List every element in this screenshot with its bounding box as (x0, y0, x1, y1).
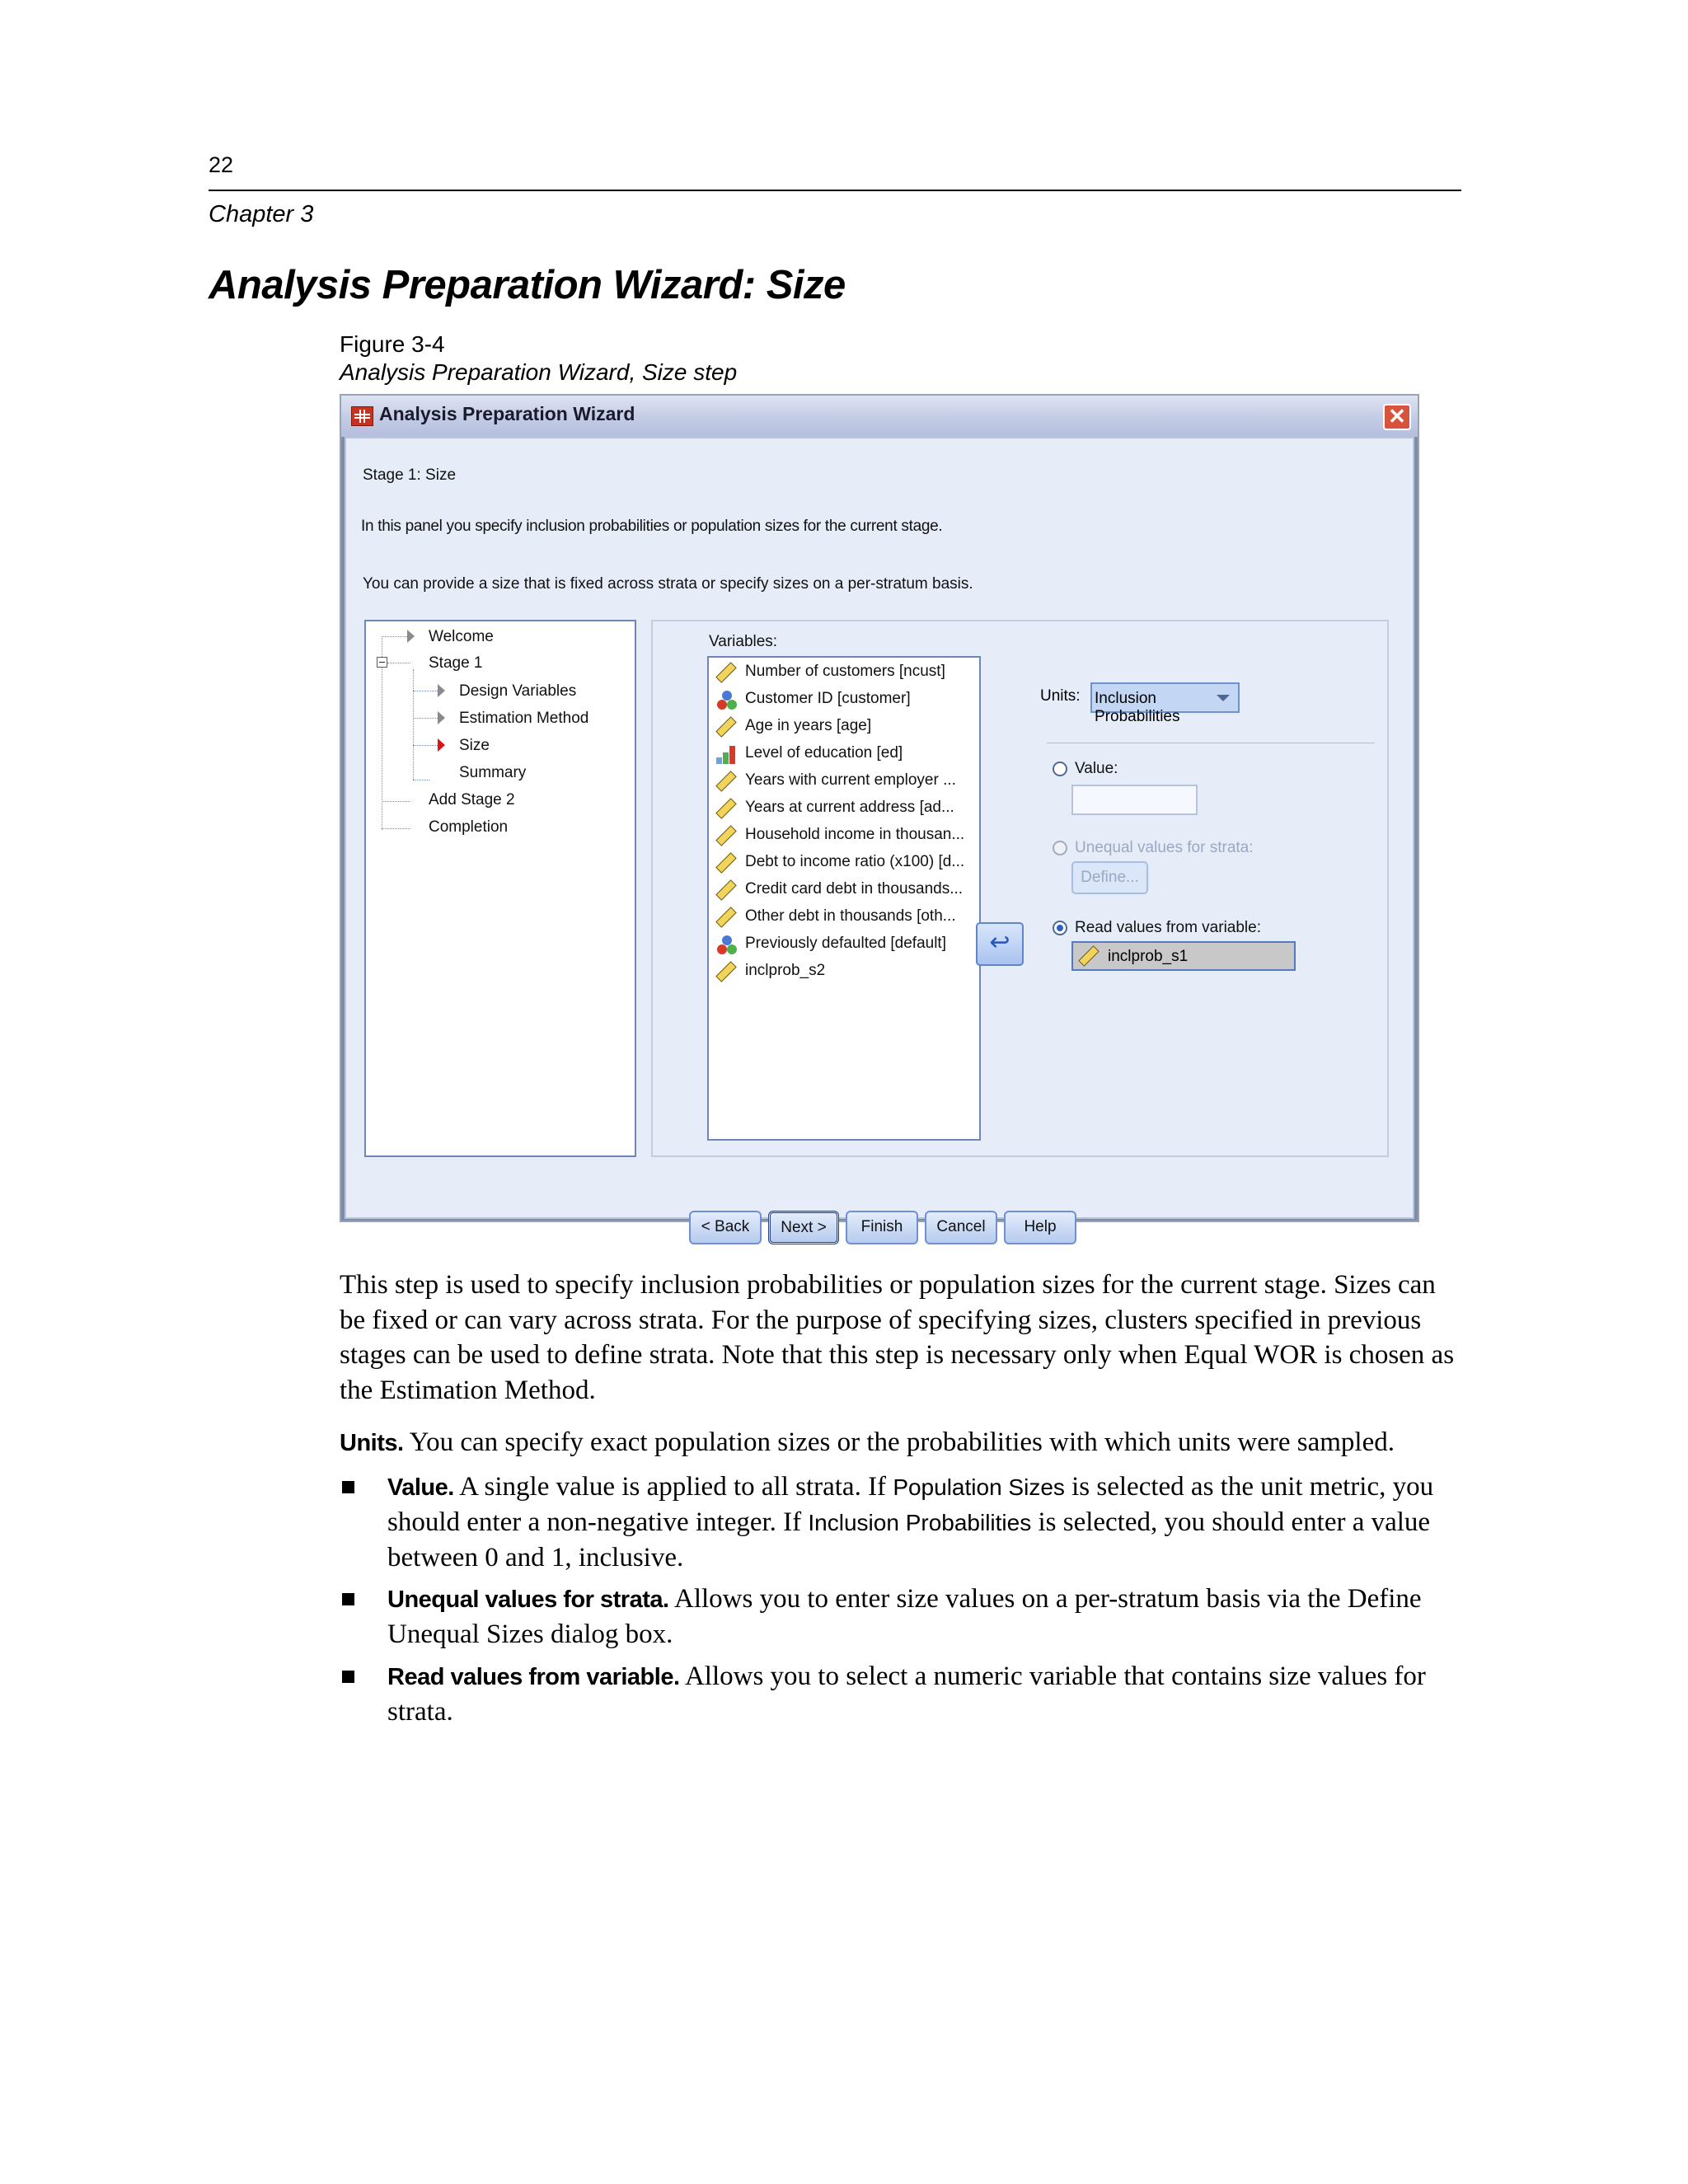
size-variable-field[interactable] (1071, 941, 1296, 971)
variables-list[interactable]: Number of customers [ncust] Customer ID [customer] Age in years [age] Level of education [ed] Years with current employer ... Years at current address [ad... Household income in thousan... Debt to income ratio (x100) [d... Credit card debt in thousands... Other debt in thousands [oth... Previously defaulted [default] inclprob_s2 (707, 656, 981, 1141)
bullet-square-icon (342, 1593, 354, 1605)
value-radio[interactable] (1053, 762, 1067, 776)
unequal-values-radio[interactable] (1053, 841, 1067, 855)
figure-number: Figure 3-4 (340, 331, 445, 357)
tree-item-design-variables[interactable]: Design Variables (459, 682, 577, 700)
close-button[interactable] (1383, 404, 1411, 430)
chapter-label: Chapter 3 (209, 201, 314, 227)
page-title: Analysis Preparation Wizard: Size (209, 263, 846, 307)
nominal-balls-icon (715, 689, 738, 711)
value-input[interactable] (1071, 785, 1198, 815)
units-paragraph (340, 1425, 1461, 1461)
wizard-dialog (340, 394, 1419, 1236)
table-app-icon (351, 406, 373, 426)
tree-item-welcome[interactable]: Welcome (429, 628, 494, 645)
scale-ruler-icon (715, 852, 738, 874)
bullet-square-icon (342, 1481, 354, 1493)
bullet-term: Read values from variable. (387, 1664, 680, 1690)
units-text: You can specify exact population sizes or the probabilities with which units were sampled. (409, 1427, 1395, 1457)
read-values-radio[interactable] (1053, 921, 1067, 935)
size-variable-value: inclprob_s1 (1108, 948, 1189, 965)
next-button[interactable]: Next > (768, 1211, 839, 1244)
header-rule (209, 190, 1461, 191)
nominal-balls-icon (715, 934, 738, 956)
dialog-title: Analysis Preparation Wizard (379, 403, 635, 424)
intro-paragraph: This step is used to specify inclusion probabilities or population sizes for the current stage. Sizes can be fixed or can vary across strata. For the purpose of specifying sizes, clusters specified in previous stages can be used to define strata. Note that this step is necessary only when Equal WOR is chosen as the Estimation Method. (340, 1270, 1455, 1405)
scale-ruler-icon (715, 907, 738, 929)
scale-ruler-icon (715, 662, 738, 684)
figure-caption: Analysis Preparation Wizard, Size step (340, 359, 738, 385)
collapse-icon[interactable] (377, 657, 387, 668)
tree-item-estimation-method[interactable]: Estimation Method (459, 710, 589, 727)
bullet-term: Unequal values for strata. (387, 1586, 669, 1613)
move-variable-button[interactable] (976, 922, 1024, 966)
cancel-button[interactable]: Cancel (925, 1211, 997, 1244)
bullet-term: Value. (387, 1474, 454, 1501)
scale-ruler-icon (1078, 945, 1100, 968)
intro-line-2: You can provide a size that is fixed across strata or specify sizes on a per-stratum basis. (363, 575, 973, 593)
bullet-square-icon (342, 1671, 354, 1683)
read-values-label: Read values from variable: (1075, 919, 1261, 936)
bullet-read: Read values from variable. Allows you to select a numeric variable that contains size values for strata. (387, 1659, 1467, 1729)
tree-item-stage-1[interactable]: Stage 1 (429, 654, 483, 672)
scale-ruler-icon (715, 798, 738, 820)
scale-ruler-icon (715, 716, 738, 738)
dialog-body (345, 437, 1414, 1236)
scale-ruler-icon (715, 879, 738, 902)
units-selected-value: Inclusion Probabilities (1095, 690, 1180, 725)
stage-heading: Stage 1: Size (363, 466, 457, 484)
tree-item-summary[interactable]: Summary (459, 764, 527, 781)
back-button[interactable]: < Back (689, 1211, 762, 1244)
tree-item-completion[interactable]: Completion (429, 818, 509, 836)
ordinal-bars-icon (715, 743, 738, 766)
variables-label: Variables: (709, 633, 778, 650)
scale-ruler-icon (715, 771, 738, 793)
close-icon: ✕ (1388, 404, 1406, 429)
units-dropdown[interactable] (1090, 682, 1240, 725)
value-label: Value: (1075, 760, 1118, 777)
help-button[interactable]: Help (1004, 1211, 1076, 1244)
tree-item-add-stage-2[interactable]: Add Stage 2 (429, 791, 515, 808)
wizard-step-tree (364, 620, 636, 1157)
scale-ruler-icon (715, 825, 738, 847)
expand-arrow-icon (438, 684, 445, 697)
define-button[interactable]: Define... (1071, 861, 1148, 894)
move-arrow-icon: ↩ (989, 929, 1010, 956)
units-label: Units: (1040, 687, 1081, 705)
unequal-values-label: Unequal values for strata: (1075, 839, 1254, 856)
page-number: 22 (209, 152, 234, 177)
tree-item-size[interactable]: Size (459, 737, 490, 754)
units-term: Units. (340, 1430, 404, 1456)
chevron-down-icon (1217, 695, 1230, 701)
current-step-arrow-icon (438, 738, 445, 752)
expand-arrow-icon (407, 630, 415, 643)
scale-ruler-icon (715, 961, 738, 983)
bullet-value: Value. A single value is applied to all strata. If Population Sizes is selected as the unit metric, you should enter a non-negative integer. If Inclusion Probabilities is selected, you should enter a value between 0 and 1, inclusive. (387, 1469, 1467, 1575)
title-bar (341, 396, 1418, 437)
bullet-unequal: Unequal values for strata. Allows you to enter size values on a per-stratum basis via the Define Unequal Sizes dialog box. (387, 1582, 1467, 1652)
intro-line-1: In this panel you specify inclusion probabilities or population sizes for the current stage. (361, 518, 943, 535)
finish-button[interactable]: Finish (846, 1211, 918, 1244)
expand-arrow-icon (438, 711, 445, 724)
